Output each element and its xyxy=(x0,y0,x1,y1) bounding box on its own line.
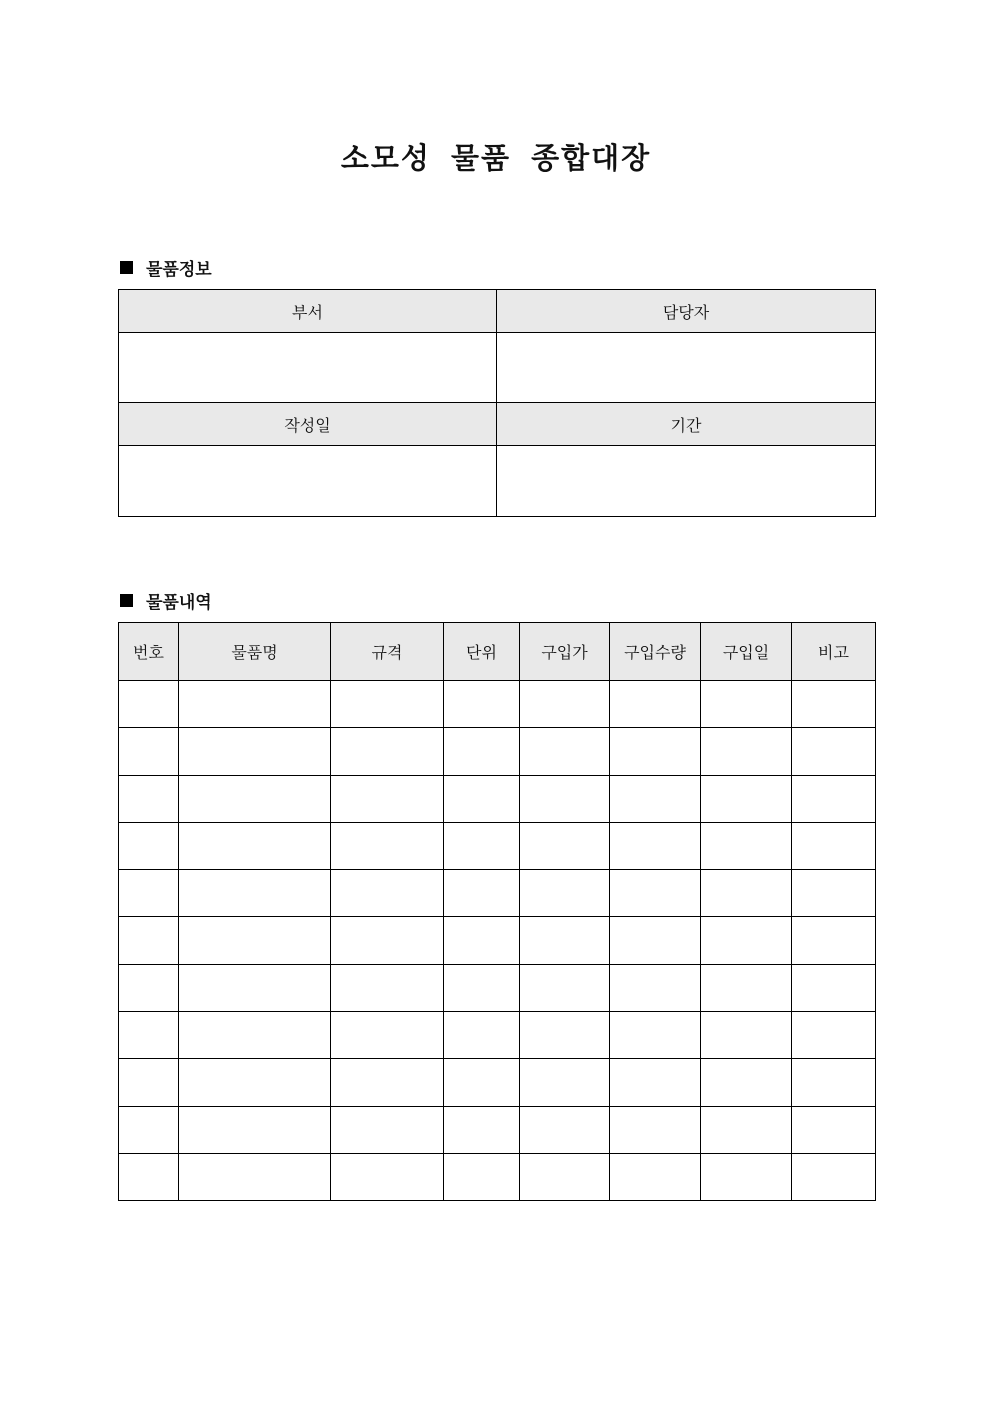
column-header-item-name: 물품명 xyxy=(179,623,331,681)
column-header-spec: 규격 xyxy=(331,623,444,681)
purchase-quantity-cell[interactable] xyxy=(610,917,701,964)
unit-cell[interactable] xyxy=(444,1153,520,1200)
spec-cell[interactable] xyxy=(331,964,444,1011)
item-info-table xyxy=(118,289,876,517)
column-header-remarks: 비고 xyxy=(792,623,876,681)
date-written-label: 작성일 xyxy=(119,403,497,446)
purchase-date-cell[interactable] xyxy=(701,964,792,1011)
purchase-date-cell[interactable] xyxy=(701,1059,792,1106)
table-row xyxy=(119,1106,876,1153)
purchase-price-cell[interactable] xyxy=(520,681,610,728)
purchase-quantity-cell[interactable] xyxy=(610,681,701,728)
item-name-cell[interactable] xyxy=(179,1059,331,1106)
square-bullet-icon xyxy=(120,261,133,274)
purchase-date-cell[interactable] xyxy=(701,1106,792,1153)
remarks-cell[interactable] xyxy=(792,1153,876,1200)
number-cell[interactable] xyxy=(119,822,179,869)
purchase-quantity-cell[interactable] xyxy=(610,1106,701,1153)
remarks-cell[interactable] xyxy=(792,870,876,917)
period-label: 기간 xyxy=(497,403,876,446)
purchase-price-cell[interactable] xyxy=(520,822,610,869)
purchase-price-cell[interactable] xyxy=(520,775,610,822)
number-cell[interactable] xyxy=(119,1153,179,1200)
item-name-cell[interactable] xyxy=(179,822,331,869)
item-name-cell[interactable] xyxy=(179,1106,331,1153)
item-name-cell[interactable] xyxy=(179,728,331,775)
purchase-quantity-cell[interactable] xyxy=(610,1153,701,1200)
purchase-quantity-cell[interactable] xyxy=(610,964,701,1011)
purchase-date-cell[interactable] xyxy=(701,775,792,822)
department-label: 부서 xyxy=(119,290,497,333)
number-cell[interactable] xyxy=(119,1012,179,1059)
purchase-price-cell[interactable] xyxy=(520,1153,610,1200)
table-row xyxy=(119,1012,876,1059)
remarks-cell[interactable] xyxy=(792,1106,876,1153)
department-field[interactable] xyxy=(119,333,497,403)
spec-cell[interactable] xyxy=(331,1153,444,1200)
purchase-price-cell[interactable] xyxy=(520,728,610,775)
unit-cell[interactable] xyxy=(444,1106,520,1153)
number-cell[interactable] xyxy=(119,1106,179,1153)
number-cell[interactable] xyxy=(119,870,179,917)
purchase-date-cell[interactable] xyxy=(701,1153,792,1200)
unit-cell[interactable] xyxy=(444,964,520,1011)
unit-cell[interactable] xyxy=(444,728,520,775)
item-table-header-row xyxy=(119,623,876,681)
table-row xyxy=(119,964,876,1011)
item-name-cell[interactable] xyxy=(179,917,331,964)
table-row xyxy=(119,1153,876,1200)
column-header-purchase-price: 구입가 xyxy=(520,623,610,681)
item-name-cell[interactable] xyxy=(179,681,331,728)
number-cell[interactable] xyxy=(119,964,179,1011)
info-section-heading-label: 물품정보 xyxy=(146,260,212,280)
number-cell[interactable] xyxy=(119,728,179,775)
remarks-cell[interactable] xyxy=(792,728,876,775)
purchase-date-cell[interactable] xyxy=(701,917,792,964)
remarks-cell[interactable] xyxy=(792,775,876,822)
purchase-price-cell[interactable] xyxy=(520,1012,610,1059)
purchase-date-cell[interactable] xyxy=(701,681,792,728)
spec-cell[interactable] xyxy=(331,1012,444,1059)
unit-cell[interactable] xyxy=(444,870,520,917)
number-cell[interactable] xyxy=(119,917,179,964)
spec-cell[interactable] xyxy=(331,681,444,728)
remarks-cell[interactable] xyxy=(792,917,876,964)
remarks-cell[interactable] xyxy=(792,964,876,1011)
purchase-price-cell[interactable] xyxy=(520,917,610,964)
square-bullet-icon xyxy=(120,594,133,607)
spec-cell[interactable] xyxy=(331,728,444,775)
info-section-heading xyxy=(120,255,212,280)
purchase-price-cell[interactable] xyxy=(520,1106,610,1153)
unit-cell[interactable] xyxy=(444,917,520,964)
items-section-heading xyxy=(120,588,212,613)
spec-cell[interactable] xyxy=(331,917,444,964)
item-name-cell[interactable] xyxy=(179,964,331,1011)
manager-field[interactable] xyxy=(497,333,876,403)
spec-cell[interactable] xyxy=(331,1059,444,1106)
purchase-price-cell[interactable] xyxy=(520,1059,610,1106)
table-row xyxy=(119,681,876,728)
item-list-table xyxy=(118,622,876,1201)
purchase-date-cell[interactable] xyxy=(701,1012,792,1059)
purchase-quantity-cell[interactable] xyxy=(610,1012,701,1059)
item-name-cell[interactable] xyxy=(179,870,331,917)
table-row xyxy=(119,1059,876,1106)
unit-cell[interactable] xyxy=(444,1012,520,1059)
column-header-unit: 단위 xyxy=(444,623,520,681)
table-row xyxy=(119,728,876,775)
number-cell[interactable] xyxy=(119,1059,179,1106)
number-cell[interactable] xyxy=(119,775,179,822)
items-section-heading-label: 물품내역 xyxy=(146,593,212,613)
column-header-purchase-quantity: 구입수량 xyxy=(610,623,701,681)
purchase-date-cell[interactable] xyxy=(701,822,792,869)
manager-label: 담당자 xyxy=(497,290,876,333)
document-title: 소모성 물품 종합대장 xyxy=(340,141,652,175)
remarks-cell[interactable] xyxy=(792,822,876,869)
spec-cell[interactable] xyxy=(331,775,444,822)
remarks-cell[interactable] xyxy=(792,1059,876,1106)
purchase-date-cell[interactable] xyxy=(701,870,792,917)
unit-cell[interactable] xyxy=(444,775,520,822)
purchase-quantity-cell[interactable] xyxy=(610,870,701,917)
purchase-quantity-cell[interactable] xyxy=(610,728,701,775)
unit-cell[interactable] xyxy=(444,822,520,869)
item-name-cell[interactable] xyxy=(179,775,331,822)
date-written-field[interactable] xyxy=(119,446,497,517)
item-name-cell[interactable] xyxy=(179,1153,331,1200)
table-row xyxy=(119,822,876,869)
purchase-quantity-cell[interactable] xyxy=(610,775,701,822)
table-row xyxy=(119,775,876,822)
remarks-cell[interactable] xyxy=(792,1012,876,1059)
spec-cell[interactable] xyxy=(331,870,444,917)
spec-cell[interactable] xyxy=(331,1106,444,1153)
column-header-number: 번호 xyxy=(119,623,179,681)
column-header-purchase-date: 구입일 xyxy=(701,623,792,681)
purchase-quantity-cell[interactable] xyxy=(610,1059,701,1106)
unit-cell[interactable] xyxy=(444,681,520,728)
spec-cell[interactable] xyxy=(331,822,444,869)
table-row xyxy=(119,870,876,917)
table-row xyxy=(119,917,876,964)
purchase-price-cell[interactable] xyxy=(520,870,610,917)
item-name-cell[interactable] xyxy=(179,1012,331,1059)
unit-cell[interactable] xyxy=(444,1059,520,1106)
remarks-cell[interactable] xyxy=(792,681,876,728)
purchase-date-cell[interactable] xyxy=(701,728,792,775)
purchase-price-cell[interactable] xyxy=(520,964,610,1011)
period-field[interactable] xyxy=(497,446,876,517)
purchase-quantity-cell[interactable] xyxy=(610,822,701,869)
number-cell[interactable] xyxy=(119,681,179,728)
